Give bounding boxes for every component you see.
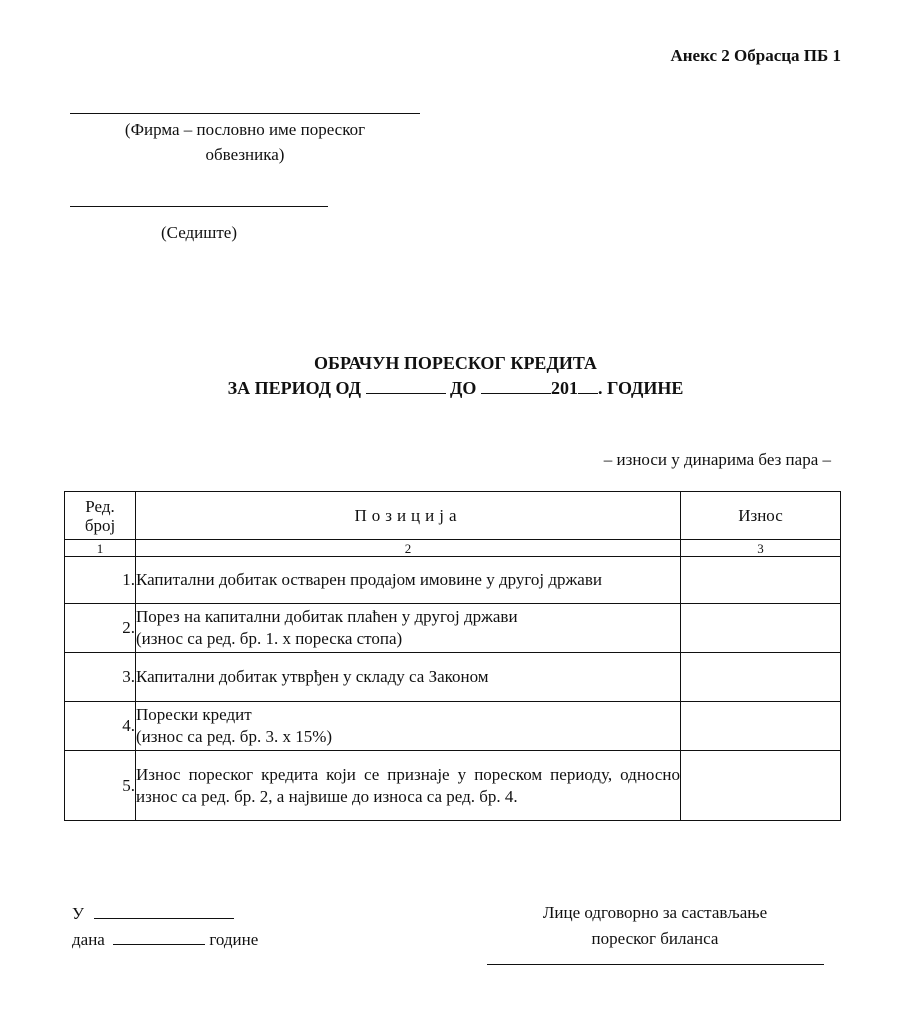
col-header-number	[65, 492, 136, 540]
column-number: 3	[681, 540, 841, 557]
row-position-line-1: Порез на капитални добитак плаћен у другој држави	[136, 607, 518, 626]
signature-line	[487, 964, 824, 965]
col-header-number-line-2: број	[84, 515, 116, 535]
responsible-line-2: пореског биланса	[591, 929, 719, 948]
annex-label: Анекс 2 Обрасца ПБ 1	[670, 46, 841, 65]
period-from-label: ЗА ПЕРИОД ОД	[227, 378, 362, 398]
row-amount-cell[interactable]	[681, 557, 841, 604]
responsible-line-1: Лице одговорно за састављање	[542, 903, 768, 922]
row-number: 4.	[65, 702, 136, 751]
date-label: дана	[72, 930, 105, 949]
year-prefix: 201	[550, 378, 578, 398]
col-header-number-line-1: Ред.	[85, 496, 115, 516]
col-header-amount: Износ	[681, 492, 841, 540]
period-from-blank	[366, 377, 446, 394]
row-number: 1.	[65, 557, 136, 604]
table-row	[65, 653, 841, 702]
tax-credit-table	[64, 491, 841, 821]
date-blank	[113, 928, 205, 945]
row-amount-cell[interactable]	[681, 653, 841, 702]
row-position	[136, 604, 681, 653]
column-number: 1	[65, 540, 136, 557]
period-to-label: ДО	[450, 378, 477, 398]
units-note: – износи у динарима без пара –	[603, 450, 831, 469]
row-number: 3.	[65, 653, 136, 702]
date-suffix: године	[209, 930, 259, 949]
year-blank	[578, 377, 598, 394]
row-amount-cell[interactable]	[681, 751, 841, 821]
date-line	[72, 927, 258, 953]
table-row	[65, 557, 841, 604]
row-position: Капитални добитак утврђен у складу са Законом	[136, 653, 681, 702]
responsible-person-block	[500, 900, 810, 952]
place-line	[72, 901, 258, 927]
column-number-row	[65, 540, 841, 557]
row-number: 5.	[65, 751, 136, 821]
seat-line	[70, 206, 328, 207]
title-line-1: ОБРАЧУН ПОРЕСКОГ КРЕДИТА	[314, 353, 597, 373]
row-amount-cell[interactable]	[681, 702, 841, 751]
firm-caption-line-1: (Фирма – пословно име пореског	[124, 120, 366, 139]
seat-caption: (Седиште)	[160, 223, 237, 242]
title-line-2	[0, 376, 901, 401]
row-position-line-2: (износ са ред. бр. 1. х пореска стопа)	[136, 629, 403, 648]
firm-name-line	[70, 113, 420, 114]
row-position: Износ пореског кредита који се признаје у пореском периоду, односно износ са ред. бр. 2, а највише до износа са ред. бр. 4.	[136, 751, 681, 821]
firm-caption-line-2: обвезника)	[205, 145, 285, 164]
col-header-position: Позиција	[136, 492, 681, 540]
place-label: У	[72, 904, 85, 923]
place-date-block	[72, 901, 258, 953]
column-number: 2	[136, 540, 681, 557]
row-position-line-1: Порески кредит	[136, 705, 252, 724]
firm-name-caption	[70, 117, 420, 167]
table-row	[65, 702, 841, 751]
document-title	[0, 351, 901, 401]
row-position	[136, 702, 681, 751]
table-row	[65, 604, 841, 653]
row-position: Капитални добитак остварен продајом имовине у другој држави	[136, 557, 681, 604]
row-amount-cell[interactable]	[681, 604, 841, 653]
place-blank	[94, 902, 234, 919]
table-row	[65, 751, 841, 821]
table-header-row	[65, 492, 841, 540]
period-to-blank	[481, 377, 551, 394]
row-number: 2.	[65, 604, 136, 653]
year-suffix: . ГОДИНЕ	[597, 378, 684, 398]
row-position-line-2: (износ са ред. бр. 3. х 15%)	[136, 727, 333, 746]
